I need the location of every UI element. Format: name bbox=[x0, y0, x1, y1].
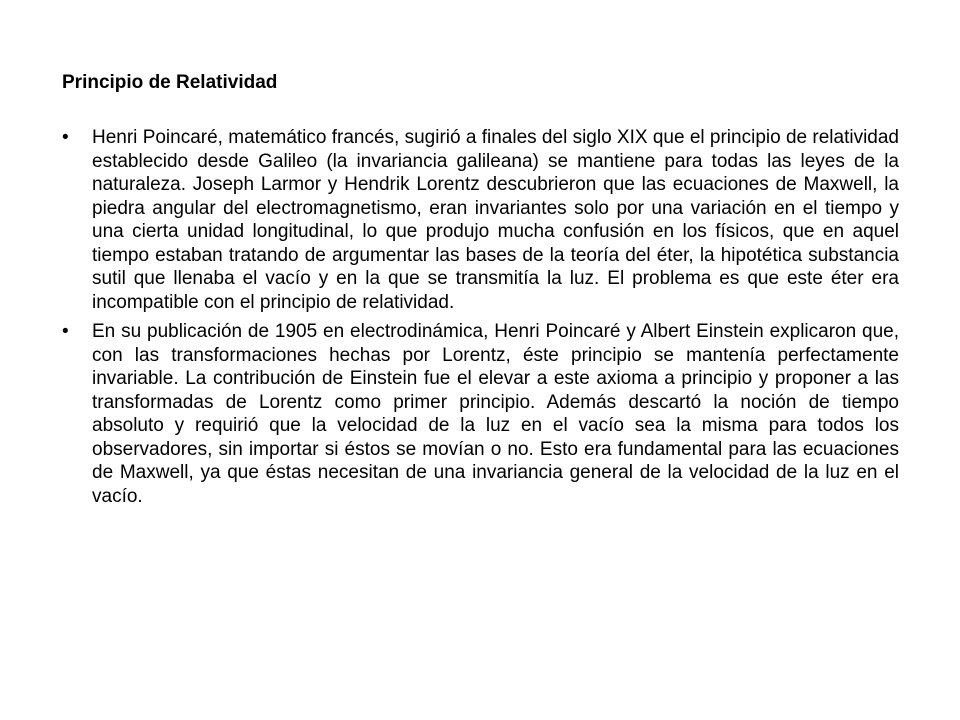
bullet-item bbox=[62, 320, 899, 508]
bullet-marker: • bbox=[62, 321, 69, 342]
bullet-list bbox=[62, 126, 899, 508]
bullet-text: En su publicación de 1905 en electrodinámica, Henri Poincaré y Albert Einstein explicaron que, con las transformaciones hechas por Lorentz, éste principio se mantenía perfectamente invariable. La contribución de Einstein fue el elevar a este axioma a principio y proponer a las transformadas de Lorentz como primer principio. Además descartó la noción de tiempo absoluto y requirió que la velocidad de la luz en el vacío sea la misma para todos los observadores, sin importar si éstos se movían o no. Esto era fundamental para las ecuaciones de Maxwell, ya que éstas necesitan de una invariancia general de la velocidad de la luz en el vacío. bbox=[92, 321, 899, 507]
bullet-text: Henri Poincaré, matemático francés, sugirió a finales del siglo XIX que el principio de relatividad establecido desde Galileo (la invariancia galileana) se mantiene para todas las leyes de la naturaleza. Joseph Larmor y Hendrik Lorentz descubrieron que las ecuaciones de Maxwell, la piedra angular del electromagnetismo, eran invariantes solo por una variación en el tiempo y una cierta unidad longitudinal, lo que produjo mucha confusión en los físicos, que en aquel tiempo estaban tratando de argumentar las bases de la teoría del éter, la hipotética substancia sutil que llenaba el vacío y en la que se transmitía la luz. El problema es que este éter era incompatible con el principio de relatividad. bbox=[92, 127, 899, 313]
bullet-marker: • bbox=[62, 127, 69, 148]
bullet-item bbox=[62, 126, 899, 314]
slide-title: Principio de Relatividad bbox=[62, 72, 278, 93]
